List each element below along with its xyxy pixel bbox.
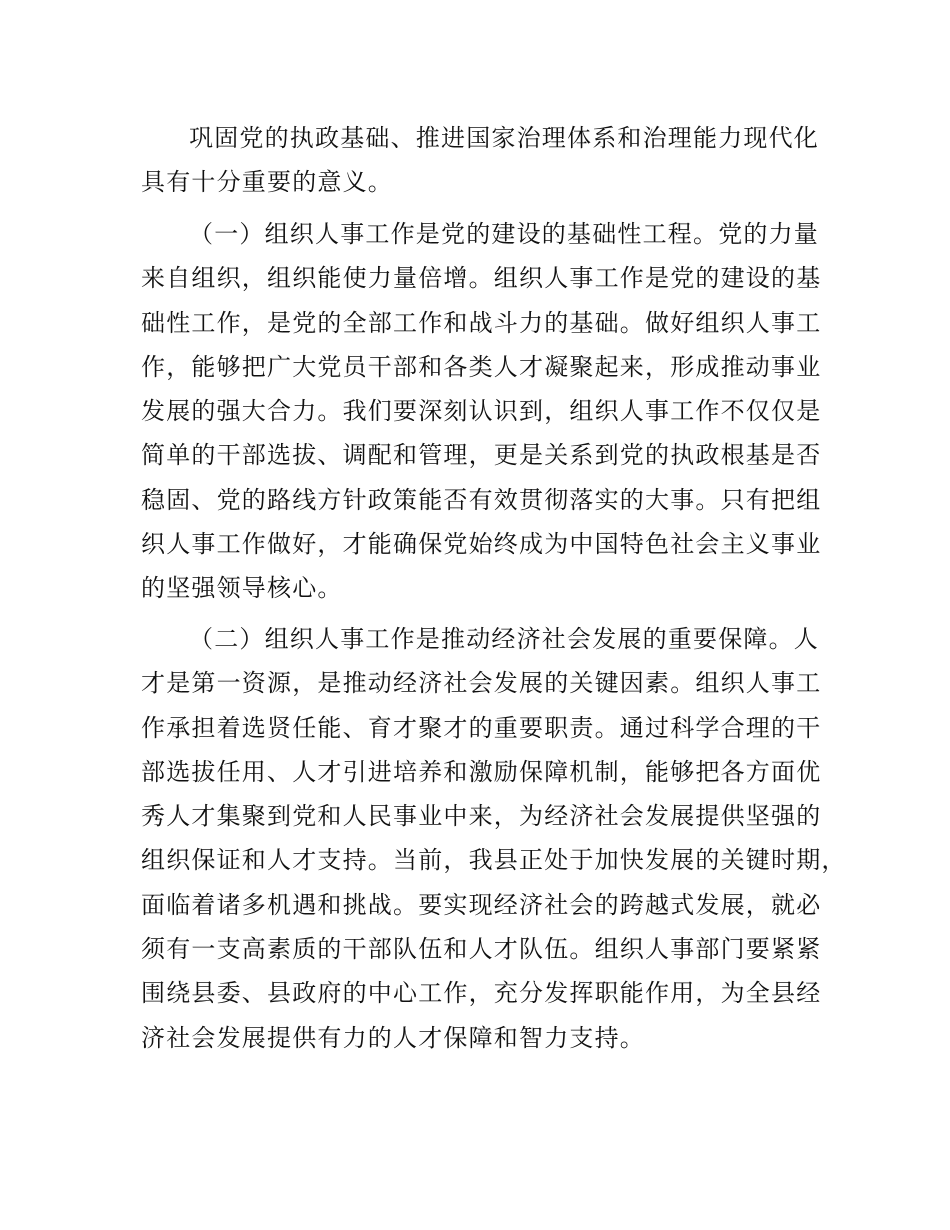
paragraph-section-2 (141, 617, 847, 1060)
text-line: 围绕县委、县政府的中心工作，充分发挥职能作用，为全县经 (141, 979, 822, 1008)
text-line: 部选拔任用、人才引进培养和激励保障机制，能够把各方面优 (141, 757, 822, 786)
text-line: 作承担着选贤任能、育才聚才的重要职责。通过科学合理的干 (141, 713, 822, 742)
text-line: 础性工作，是党的全部工作和战斗力的基础。做好组织人事工 (141, 308, 822, 337)
text-line: 的坚强领导核心。 (141, 574, 343, 603)
text-line: 面临着诸多机遇和挑战。要实现经济社会的跨越式发展，就必 (141, 890, 822, 919)
text-line: 才是第一资源，是推动经济社会发展的关键因素。组织人事工 (141, 669, 822, 698)
text-line: 来自组织，组织能使力量倍增。组织人事工作是党的建设的基 (141, 264, 822, 293)
text-line: 须有一支高素质的干部队伍和人才队伍。组织人事部门要紧紧 (141, 935, 822, 964)
paragraph-intro (141, 116, 821, 205)
text-line: 发展的强大合力。我们要深刻认识到，组织人事工作不仅仅是 (141, 397, 822, 426)
section-2-heading-line: （二）组织人事工作是推动经济社会发展的重要保障。人 (189, 625, 819, 653)
text-line: 秀人才集聚到党和人民事业中来，为经济社会发展提供坚强的 (141, 802, 822, 831)
text-line: 具有十分重要的意义。 (141, 168, 393, 197)
text-line: 织人事工作做好，才能确保党始终成为中国特色社会主义事业 (141, 530, 822, 559)
section-1-heading-line: （一）组织人事工作是党的建设的基础性工程。党的力量 (189, 220, 819, 248)
paragraph-section-1 (141, 212, 821, 611)
text-line: 济社会发展提供有力的人才保障和智力支持。 (141, 1023, 645, 1052)
text-line: 巩固党的执政基础、推进国家治理体系和治理能力现代化 (189, 124, 819, 152)
text-line: 作，能够把广大党员干部和各类人才凝聚起来，形成推动事业 (141, 352, 822, 381)
text-line: 简单的干部选拔、调配和管理，更是关系到党的执政根基是否 (141, 441, 822, 470)
text-line: 组织保证和人才支持。当前，我县正处于加快发展的关键时期， (141, 846, 847, 875)
text-line: 稳固、党的路线方针政策能否有效贯彻落实的大事。只有把组 (141, 485, 822, 514)
